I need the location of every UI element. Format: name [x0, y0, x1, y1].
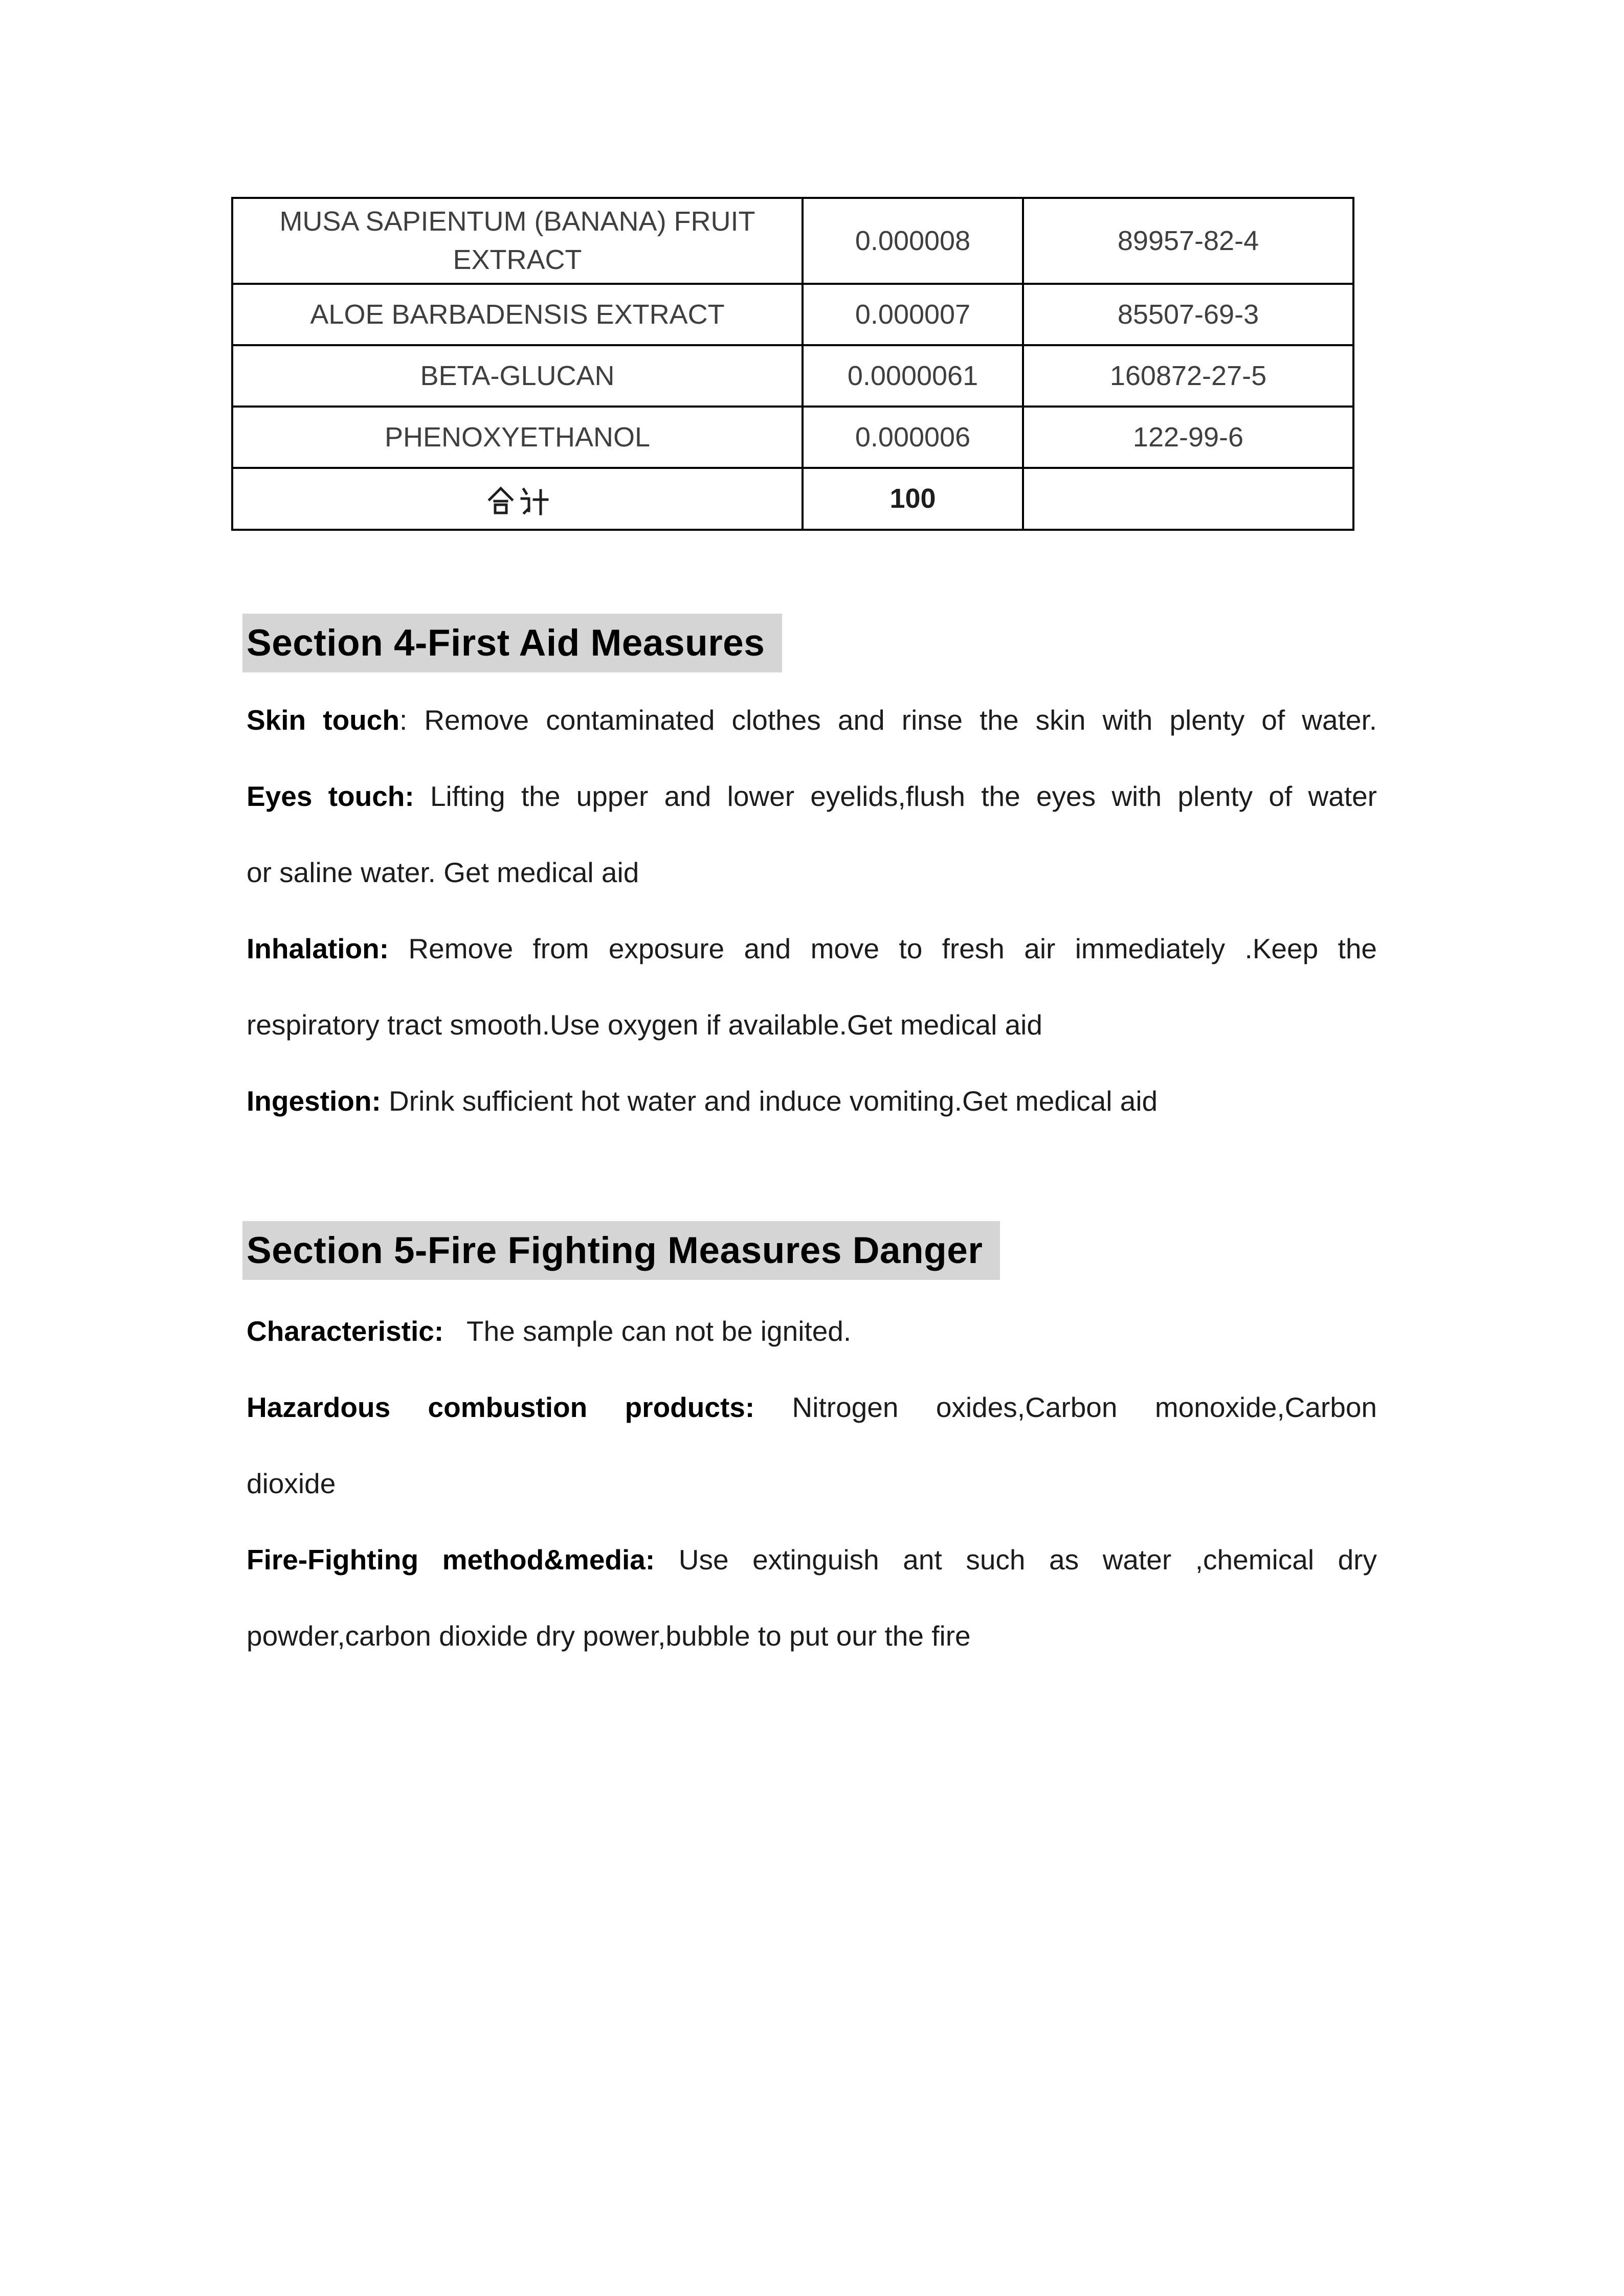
ingredient-name-cell: ALOE BARBADENSIS EXTRACT: [232, 284, 803, 345]
line-text: The sample can not be ignited.: [443, 1315, 852, 1347]
ingredient-cas-cell: 160872-27-5: [1023, 345, 1353, 407]
line-text: Remove from exposure and move to fresh air immediately .Keep the: [389, 933, 1377, 964]
line-text: or saline water. Get medical aid: [247, 857, 639, 888]
line-label: Eyes touch:: [247, 780, 414, 812]
line-label: Skin touch: [247, 704, 399, 736]
ingredient-percent-cell: 0.000008: [803, 198, 1023, 284]
text-line: [247, 682, 1377, 758]
section4-heading-band: [242, 614, 782, 672]
ingredient-percent-cell: 0.0000061: [803, 345, 1023, 407]
ingredient-name-cell: MUSA SAPIENTUM (BANANA) FRUIT EXTRACT: [232, 198, 803, 284]
table-total-row: [232, 468, 1353, 530]
section4-body: [247, 682, 1377, 1139]
section4-title: Section 4-First Aid Measures: [247, 622, 765, 664]
composition-table: [231, 197, 1354, 531]
line-text: powder,carbon dioxide dry power,bubble to put our the fire: [247, 1620, 971, 1652]
text-line: [247, 758, 1377, 835]
line-text: dioxide: [247, 1468, 336, 1499]
line-label: Characteristic:: [247, 1315, 444, 1347]
line-label: Hazardous combustion products:: [247, 1391, 755, 1423]
total-value-cell: 100: [803, 468, 1023, 530]
total-cas-cell: [1023, 468, 1353, 530]
line-text: respiratory tract smooth.Use oxygen if available.Get medical aid: [247, 1009, 1042, 1041]
ingredient-row: [232, 407, 1353, 468]
ingredient-name-cell: PHENOXYETHANOL: [232, 407, 803, 468]
text-line: [247, 1063, 1377, 1139]
text-line: [247, 1522, 1377, 1598]
text-line: [247, 1369, 1377, 1446]
text-line: [247, 911, 1377, 987]
line-label: Inhalation:: [247, 933, 389, 964]
section5-heading-band: [242, 1221, 1000, 1280]
section5-body: [247, 1293, 1377, 1674]
ingredients-table-body: [232, 198, 1353, 468]
ingredient-cas-cell: 85507-69-3: [1023, 284, 1353, 345]
line-text: Lifting the upper and lower eyelids,flush the eyes with plenty of water: [414, 780, 1377, 812]
line-text: : Remove contaminated clothes and rinse the skin with plenty of water.: [399, 704, 1377, 736]
ingredient-row: [232, 284, 1353, 345]
text-line: [247, 1446, 1377, 1522]
text-line: [247, 987, 1377, 1063]
line-text: Use extinguish ant such as water ,chemical dry: [655, 1544, 1377, 1575]
section5-title: Section 5-Fire Fighting Measures Danger: [247, 1230, 983, 1271]
ingredient-cas-cell: 89957-82-4: [1023, 198, 1353, 284]
text-line: [247, 835, 1377, 911]
text-line: [247, 1293, 1377, 1369]
total-label-cell: [232, 468, 803, 530]
text-line: [247, 1598, 1377, 1674]
ingredient-cas-cell: 122-99-6: [1023, 407, 1353, 468]
ingredient-percent-cell: 0.000007: [803, 284, 1023, 345]
total-label-hanzi-icon: [486, 485, 549, 516]
line-label: Ingestion:: [247, 1085, 381, 1117]
ingredient-row: [232, 198, 1353, 284]
ingredient-percent-cell: 0.000006: [803, 407, 1023, 468]
line-text: Drink sufficient hot water and induce vomiting.Get medical aid: [381, 1085, 1158, 1117]
line-label: Fire-Fighting method&media:: [247, 1544, 655, 1575]
ingredient-row: [232, 345, 1353, 407]
ingredient-name-cell: BETA-GLUCAN: [232, 345, 803, 407]
line-text: Nitrogen oxides,Carbon monoxide,Carbon: [754, 1391, 1377, 1423]
